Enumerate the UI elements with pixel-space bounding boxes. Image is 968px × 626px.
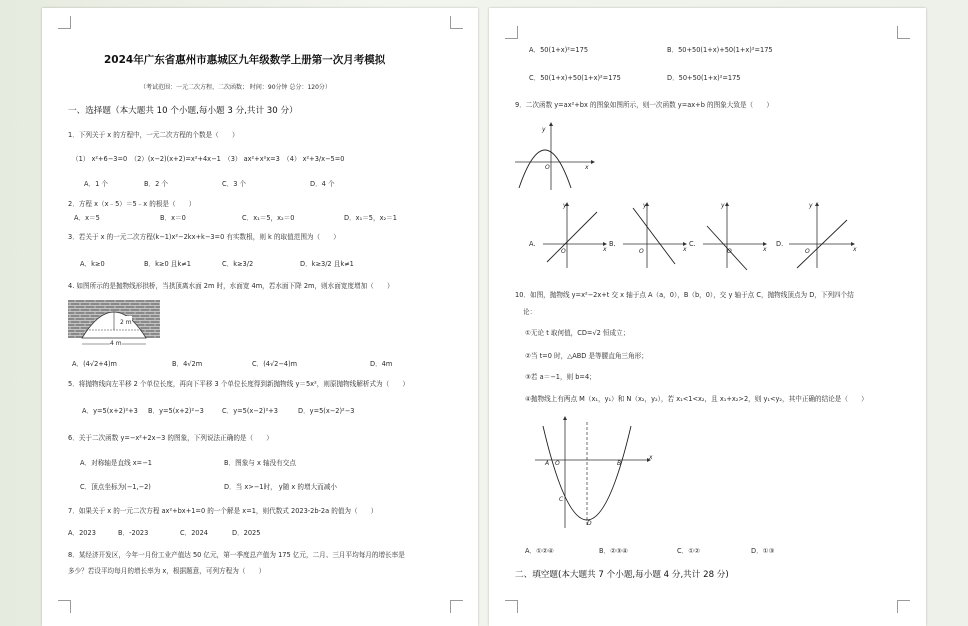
qd-x-label: x (853, 246, 857, 253)
point-b-label: B (617, 460, 622, 467)
point-c-label: C (559, 496, 564, 503)
q7-stem: 7．如果关于 x 的一元二次方程 ax²+bx+1=0 的一个解是 x=1，则代数式 2023-2b-2a 的值为（ ） (68, 507, 378, 515)
q4-option-c: C．(4√2−4)m (252, 360, 298, 368)
q9-x-label: x (585, 164, 589, 171)
q8-stem-continued: 多少？若设平均每月的增长率为 x，根据题意，可列方程为（ ） (68, 567, 266, 575)
q10-origin-label: O (555, 460, 560, 467)
q7-option-a: A．2023 (68, 529, 96, 537)
q8-stem: 8．某经济开发区，今年一月份工业产值达 50 亿元，第一季度总产值为 175 亿元，二月、三月平均每月的增长率是 (68, 551, 405, 559)
q3-stem: 3．若关于 x 的一元二次方程(k−1)x²−2kx+k−3=0 有实数根，则 k 的取值范围为（ ） (68, 233, 340, 241)
q7-option-b: B．-2023 (118, 529, 149, 537)
q1-items: （1） x²+6−3=0 （2）(x−2)(x+2)=x²+4x−1 （3） ax²+x²x=3 （4） x²+3/x−5=0 (72, 155, 345, 163)
q5-option-c: C．y=5(x−2)²+3 (222, 407, 278, 415)
q6-option-a: A．对称轴是直线 x=−1 (80, 459, 152, 467)
q5-option-a: A．y=5(x+2)²+3 (82, 407, 138, 415)
q2-option-c: C．x₁＝5，x₂＝0 (242, 214, 295, 222)
q10-option-d: D．①③ (751, 547, 775, 555)
q9-option-d-letter: D. (776, 240, 784, 248)
q1-option-d: D．4 个 (310, 180, 335, 188)
y-axis-arrow (563, 416, 567, 420)
q3-option-c: C．k≥3/2 (222, 260, 254, 268)
q1-option-c: C．3 个 (222, 180, 247, 188)
q10-stem: 10．如图，抛物线 y=x²−2x+t 交 x 轴于点 A（a，0），B（b，0），交 y 轴于点 C，抛物线顶点为 D，下列四个结 (515, 291, 854, 299)
q3-option-b: B．k≥0 且k≠1 (144, 260, 191, 268)
q4-option-b: B．4√2m (172, 360, 203, 368)
q10-option-b: B．②③④ (599, 547, 628, 555)
q10-statement-3: ③若 a＝−1，则 b=4； (525, 373, 596, 381)
bridge-width-label: 4 m (110, 340, 122, 347)
crop-mark (450, 600, 463, 613)
x-axis-arrow (591, 160, 595, 164)
qc-o-label: O (727, 248, 732, 255)
bridge-height-label: 2 m (120, 319, 132, 326)
point-d-label: D (587, 520, 592, 527)
q3-option-a: A．k≥0 (80, 260, 105, 268)
q6-option-b: B．图象与 x 轴没有交点 (224, 459, 296, 467)
crop-mark (897, 26, 910, 39)
q9-parabola-figure (513, 120, 597, 192)
q5-option-d: D．y=5(x−2)²−3 (298, 407, 355, 415)
qa-y-label: y (563, 202, 567, 209)
q10-stem-continued: 论： (523, 308, 537, 316)
q2-option-b: B．x＝0 (160, 214, 186, 222)
qb-y-label: y (643, 202, 647, 209)
section-2-heading: 二、填空题(本大题共 7 个小题,每小题 4 分,共计 28 分) (515, 570, 729, 580)
q9-option-a-graph (539, 200, 609, 270)
q4-stem: 4. 如图所示的是抛物线形拱桥，当拱顶离水面 2m 时，水面宽 4m，若水面下降 2m，则水面宽度增加（ ） (68, 282, 394, 290)
q5-option-b: B．y=5(x+2)²−3 (148, 407, 204, 415)
qa-x-label: x (603, 246, 607, 253)
q6-option-c: C．顶点坐标为(−1,−2) (80, 483, 151, 491)
crop-mark (897, 600, 910, 613)
q1-option-a: A．1 个 (84, 180, 108, 188)
y-axis-arrow (549, 122, 553, 126)
q9-option-d-graph (785, 200, 859, 270)
document-page-right (489, 8, 926, 626)
q2-option-a: A．x＝5 (74, 214, 100, 222)
q6-stem: 6．关于二次函数 y=−x²+2x−3 的图象，下列说法正确的是（ ） (68, 434, 273, 442)
q10-statement-1: ①无论 t 取何值，CD=√2 恒成立； (525, 329, 630, 337)
q8-option-b: B．50+50(1+x)+50(1+x)²=175 (667, 46, 773, 54)
qb-o-label: O (639, 248, 644, 255)
q7-option-d: D．2025 (232, 529, 261, 537)
q2-stem: 2．方程 x（x﹣5）＝5﹣x 的根是（ ） (68, 200, 196, 208)
q9-stem: 9．二次函数 y=ax²+bx 的图象如图所示，则一次函数 y=ax+b 的图象大致是（ ） (515, 101, 773, 109)
crop-mark (58, 16, 71, 29)
exam-title: 2024年广东省惠州市惠城区九年级数学上册第一次月考模拟 (104, 54, 386, 66)
qb-x-label: x (683, 246, 687, 253)
crop-mark (58, 600, 71, 613)
qc-x-label: x (763, 246, 767, 253)
q9-option-c-graph (699, 200, 769, 270)
q10-parabola-figure (531, 414, 655, 534)
crop-mark (505, 26, 518, 39)
crop-mark (450, 16, 463, 29)
q10-x-label: x (649, 454, 653, 461)
q1-stem: 1．下列关于 x 的方程中，一元二次方程的个数是（ ） (68, 131, 239, 139)
q4-option-d: D．4m (370, 360, 393, 368)
q5-stem: 5．将抛物线向左平移 2 个单位长度，再向下平移 3 个单位长度得到新抛物线 y＝5x²，则原抛物线解析式为（ ） (68, 380, 410, 388)
line-graph (547, 212, 597, 262)
q9-option-b-graph (619, 200, 689, 270)
q10-option-a: A．①②④ (525, 547, 554, 555)
section-1-heading: 一、选择题（本大题共 10 个小题,每小题 3 分,共计 30 分） (68, 106, 298, 116)
q9-option-b-letter: B. (609, 240, 616, 248)
q4-option-a: A．(4√2+4)m (72, 360, 117, 368)
q10-statement-2: ②当 t=0 时，△ABD 是等腰直角三角形； (525, 352, 648, 360)
q9-option-a-letter: A. (529, 240, 536, 248)
qa-o-label: O (561, 248, 566, 255)
q6-option-d: D．当 x>−1时， y随 x 的增大而减小 (224, 483, 337, 491)
document-page-left (42, 8, 478, 626)
point-a-label: A (545, 460, 550, 467)
exam-scope: （考试范围：一元二次方程、二次函数； 时间：90分钟 总分：120分） (140, 84, 331, 91)
q2-option-d: D．x₁＝5，x₂＝1 (344, 214, 397, 222)
q1-option-b: B．2 个 (144, 180, 169, 188)
q10-option-c: C．①② (677, 547, 701, 555)
q3-option-d: D．k≥3/2 且k≠1 (300, 260, 354, 268)
q9-option-c-letter: C. (689, 240, 696, 248)
qd-o-label: O (805, 248, 810, 255)
q9-y-label: y (542, 126, 546, 133)
q8-option-a: A．50(1+x)²=175 (529, 46, 589, 54)
q9-origin-label: O (545, 164, 550, 171)
q7-option-c: C．2024 (180, 529, 208, 537)
qd-y-label: y (809, 202, 813, 209)
crop-mark (505, 600, 518, 613)
q8-option-d: D．50+50(1+x)²=175 (667, 74, 741, 82)
q10-statement-4: ④抛物线上有两点 M（x₁，y₁）和 N（x₂，y₂），若 x₁<1<x₂，且 x₁+x₂>2，则 y₁<y₂，其中正确的结论是（ ） (525, 395, 868, 403)
q8-option-c: C．50(1+x)+50(1+x)²=175 (529, 74, 621, 82)
qc-y-label: y (721, 202, 725, 209)
